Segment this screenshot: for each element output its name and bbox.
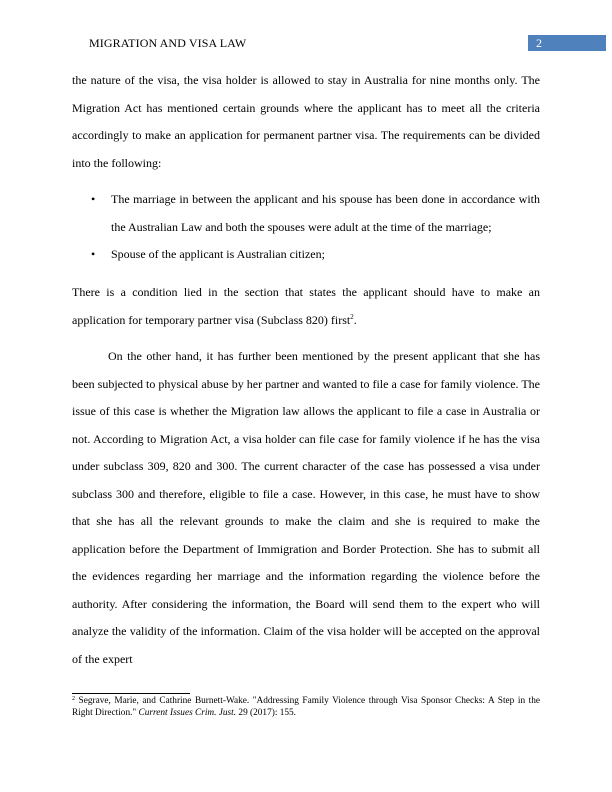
footnote-reference[interactable]: 2 (350, 312, 354, 321)
paragraph-2 (72, 279, 540, 334)
page-number: 2 (536, 36, 542, 50)
bullet-icon: • (91, 247, 96, 261)
running-header: MIGRATION AND VISA LAW (89, 36, 247, 50)
list-item (72, 186, 540, 241)
footnote-number: 2 (72, 696, 75, 702)
footnote-journal: Current Issues Crim. Just. (138, 707, 237, 718)
paragraph-1: the nature of the visa, the visa holder is allowed to stay in Australia for nine months only. The Migration Act has mentioned certain grounds where the applicant has to meet all the criteria accordingly to make an application for permanent partner visa. The requirements can be divided into the following: (72, 73, 540, 170)
paragraph-2-end: . (353, 312, 357, 327)
bullet-icon: • (91, 192, 96, 206)
list-item-text: The marriage in between the applicant and his spouse has been done in accordance with the Australian Law and both the spouses were adult at the time of the marriage; (111, 192, 540, 234)
footnote-text: Segrave, Marie, and Cathrine Burnett-Wake. "Addressing Family Violence through Visa Sponsor Checks: A Step in the Right Direction." (72, 696, 540, 718)
footnote (72, 696, 540, 719)
list-item-text: Spouse of the applicant is Australian citizen; (111, 247, 325, 261)
footnote-separator (72, 693, 190, 694)
requirements-list (72, 186, 540, 269)
list-item (72, 241, 540, 269)
paragraph-2-text: There is a condition lied in the section that states the applicant should have to make an application for temporary partner visa (Subclass 820) first (72, 285, 540, 327)
page-number-badge (528, 35, 606, 51)
footnote-citation: 29 (2017): 155. (236, 707, 297, 718)
paragraph-3: On the other hand, it has further been mentioned by the present applicant that she has been subjected to physical abuse by her partner and wanted to file a case for family violence. The issue of this case is whether the Migration law allows the applicant to file a case in Australia or not. According to Migration Act, a visa holder can file case for family violence if he has the visa under subclass 309, 820 and 300. The current character of the case has possessed a visa under subclass 300 and therefore, eligible to file a case. However, in this case, he must have to show that she has all the relevant grounds to make the claim and she is required to make the application before the Department of Immigration and Border Protection. She has to submit all the evidences regarding her marriage and the information regarding the violence before the authority. After considering the information, the Board will send them to the expert who will analyze the validity of the information. Claim of the visa holder will be accepted on the approval of the expert (72, 349, 540, 666)
